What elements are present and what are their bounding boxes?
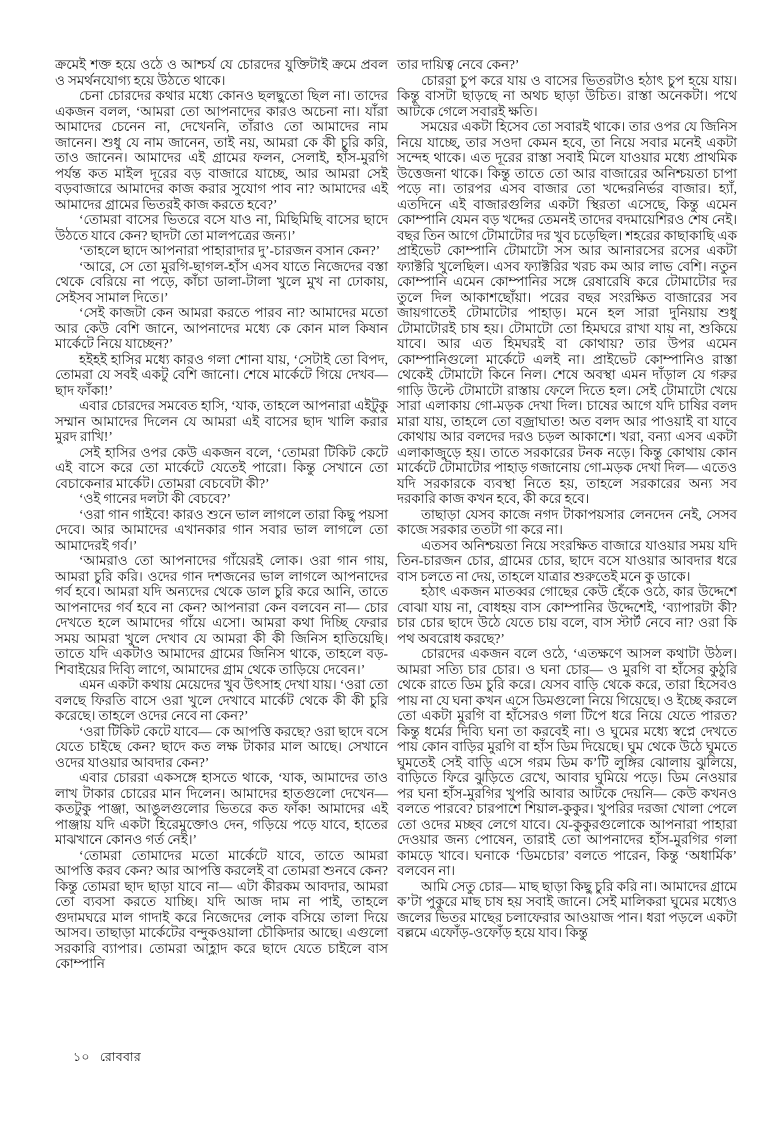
paragraph: ‘ওরা গান গাইবে! কারও শুনে ভাল লাগলে তারা কিছু পয়সা দেবে। আর আমাদের এখানকার গান সবার ভাল লাগলে তো আমাদেরই গর্ব।’ xyxy=(55,506,388,553)
text-columns xyxy=(55,57,737,972)
paragraph: ‘সেই কাজটা কেন আমরা করতে পারব না? আমাদের মতো আর কেউ বেশি জানে, আপনাদের মধ্যে কে কোন মাল কিষান মার্কেটে নিয়ে যাচ্ছেন?’ xyxy=(55,305,388,351)
paragraph: ‘ওই গানের দলটা কী বেচবে?’ xyxy=(79,491,232,506)
paragraph: ‘ওরা টিকিট কেটে যাবে— কে আপত্তি করছে? ওরা ছাদে বসে যেতে চাইছে কেন? ছাদে কত লক্ষ টাকার মাল আছে। সেখানে ওদের যাওয়ার আবদার কেন?’ xyxy=(55,723,388,770)
paragraph: ‘তাহলে ছাদে আপনারা পাহারাদার দু’-চারজন বসান কেন?’ xyxy=(79,243,381,258)
paragraph: ক্রমেই শক্ত হয়ে ওঠে ও আশ্চর্য যে চোরদের যুক্তিটাই ক্রমে প্রবল ও সমর্থনযোগ্য হয়ে উঠতে থাকে। xyxy=(55,57,388,88)
paragraph: তাছাড়া যেসব কাজে নগদ টাকাপয়সার লেনদেন নেই, সেসব কাজে সরকার ততটা গা করে না। xyxy=(397,506,737,537)
paragraph: এবার চোরদের সমবেত হাসি, ‘যাক, তাহলে আপনারা এইটুকু সম্মান আমাদের দিলেন যে আমরা এই বাসের ছাদ খালি করার মুরদ রাখি!’ xyxy=(55,398,388,444)
paragraph: চোরদের একজন বলে ওঠে, ‘এতক্ষণে আসল কথাটা উঠল। আমরা সত্যি চার চোর। ও ঘনা চোর— ও মুরগি বা হাঁসের কুঠুরি থেকে রাতে ডিম চুরি করে। যেসব বাড়ি থেকে করে, তারা হিসেবও পায় না যে ঘনা কখন এসে ডিমগুলো নিয়ে গিয়েছে। ও ইচ্ছে করলে তো একটা মুরগি বা হাঁসেরও গলা টিপে ধরে নিয়ে যেতে পারত? কিন্তু ধর্মের দিব্যি ঘনা তা করবেই না। ও ঘুমের মধ্যে স্বপ্নে দেখতে পায় কোন বাড়ির মুরগি বা হাঁস ডিম দিয়েছে। ঘুম থেকে উঠে ঘুমতে ঘুমতেই সেই বাড়ি এসে গরম ডিম ক’টি লুঙ্গির ঝোলায় ঝুলিয়ে, বাড়িতে ফিরে ঝুড়িতে রেখে, আবার ঘুমিয়ে পড়ে। ডিম নেওয়ার পর ঘনা হাঁস-মুরগির খুপরি আবার আটকে দেয়নি— কেউ কখনও বলতে পারবে? চারপাশে শিয়াল-কুকুর। খুপরির দরজা খোলা পেলে তো ওদের মচ্ছব লেগে যাবে। যে-কুকুরগুলোকে আপনারা পাহারা দেওয়ার জন্য পোষেন, তারাই তো আপনাদের হাঁস-মুরগির গলা কামড়ে খাবে। ঘনাকে ‘ডিমচোর’ বলতে পারেন, কিন্তু ‘অধার্মিক’ বলবেন না। xyxy=(397,646,737,878)
paragraph: এতসব অনিশ্চয়তা নিয়ে সংরক্ষিত বাজারে যাওয়ার সময় যদি তিন-চারজন চোর, গ্রামের চোর, ছাদে বসে যাওয়ার আবদার ধরে বাস চলতে না দেয়, তাহলে যাত্রার শুরুতেই মনে কু ডাকে। xyxy=(397,537,737,584)
paragraph: চেনা চোরদের কথার মধ্যে কোনও ছলছুতো ছিল না। তাদের একজন বলল, ‘আমরা তো আপনাদের কারও অচেনা না। যাঁরা আমাদের চেনেন না, দেখেননি, তাঁরাও তো আমাদের নাম জানেন। শুধু যে নাম জানেন, তাই নয়, আমরা কে কী চুরি করি, তাও জানেন। আমাদের এই গ্রামের ফলন, সেলাই, হাঁস-মুরগি পর্যন্ত কত মাইল দূরের বড় বাজারে যাচ্ছে, আর আমরা সেই বড়বাজারে আমাদের কাজ করার সুযোগ পাব না? আমাদের এই আমাদের গ্রামের ভিতরই কাজ করতে হবে?’ xyxy=(55,88,388,212)
paragraph: হঠাৎ একজন মাতব্বর গোছের কেউ হেঁকে ওঠে, কার উদ্দেশে বোঝা যায় না, বোধহয় বাস কোম্পানির উদ্দেশেই, ‘ব্যাপারটা কী? চার চোর ছাদে উঠে যেতে চায় বলে, বাস স্টার্ট নেবে না? ওরা কি পথ অবরোধ করছে?’ xyxy=(397,584,737,646)
paragraph: তার দায়িত্ব নেবে কেন?’ xyxy=(397,57,520,72)
page-number: ১০ xyxy=(73,1050,90,1064)
paragraph: সময়ের একটা হিসেব তো সবারই থাকে। তার ওপর যে জিনিস নিয়ে যাচ্ছে, তার সওদা কেমন হবে, তা নিয়ে সবার মনেই একটা সন্দেহ থাকে। এত দূরের রাস্তা সবাই মিলে যাওয়ার মধ্যে প্রাথমিক উত্তেজনা থাকে। কিন্তু তাতে তো আর বাজারের অনিশ্চয়তা চাপা পড়ে না। তারপর এসব বাজার তো খদ্দেরনির্ভর বাজার। হ্যাঁ, এতদিনে এই বাজারগুলির একটা স্থিরতা এসেছে, কিন্তু এমেন কোম্পানি যেমন বড় খদ্দের তেমনই তাদের বদমায়েশিরও শেষ নেই। বছর তিন আগে টোমাটোর দর খুব চড়েছিল। শহরের কাছাকাছি এক প্রাইভেট কোম্পানি টোমাটো সস আর আনারসের রসের একটা ফ্যাক্টরি খুলেছিল। এসব ফ্যাক্টরির খরচ কম আর লাভ বেশি। নতুন কোম্পানি এমেন কোম্পানির সঙ্গে রেষারেষি করে টোমাটোর দর তুলে দিল আকাশছোঁয়া। পরের বছর সংরক্ষিত বাজারের সব জায়গাতেই টোমাটোর পাহাড়। মনে হল সারা দুনিয়ায় শুধু টোমাটোরই চাষ হয়। টোমাটো তো হিমঘরে রাখা যায় না, শুকিয়ে যাবে। আর এত হিমঘরই বা কোথায়? তার উপর এমেন কোম্পানিগুলো মার্কেটে এলই না। প্রাইভেট কোম্পানিও রাস্তা থেকেই টোমাটো কিনে নিল। শেষে অবস্থা এমন দাঁড়াল যে গরুর গাড়ি উল্টে টোমাটো রাস্তায় ফেলে দিতে হল। সেই টোমাটো খেয়ে সারা এলাকায় গো-মড়ক দেখা দিল। চাষের আগে যদি চাষির বলদ মারা যায়, তাহলে তো বজ্রাঘাত! অত বলদ আর পাওয়াই বা যাবে কোথায় আর বলদের দরও চড়ল আকাশে। খরা, বন্যা এসব একটা এলাকাজুড়ে হয়। তাতে সরকারের টনক নড়ে। কিন্তু কোথায় কোন মার্কেটে টোমাটোর পাহাড় গজানোয় গো-মড়ক দেখা দিল— এতেও যদি সরকারকে ব্যবস্থা নিতে হয়, তাহলে সরকারের অন্য সব দরকারি কাজ কখন হবে, কী করে হবে। xyxy=(397,119,737,506)
publication-name: রোববার xyxy=(99,1050,142,1064)
paragraph: হইহই হাসির মধ্যে কারও গলা শোনা যায়, ‘সেটাই তো বিপদ, তোমরা যে সবই একটু বেশি জানো। শেষে মার্কেটে গিয়ে দেখব— ছাদ ফাঁকা!’ xyxy=(55,351,388,398)
paragraph: চোররা চুপ করে যায় ও বাসের ভিতরটাও হঠাৎ চুপ হয়ে যায়। কিন্তু বাসটা ছাড়ছে না অথচ ছাড়া উচিত। রাস্তা অনেকটা। পথে আটকে গেলে সবারই ক্ষতি। xyxy=(397,72,737,119)
paragraph: ‘তোমরা তোমাদের মতো মার্কেটে যাবে, তাতে আমরা আপত্তি করব কেন? আর আপত্তি করলেই বা তোমরা শুনবে কেন? কিন্তু তোমরা ছাদ ছাড়া যাবে না— এটা কীরকম আবদার, আমরা তো ব্যবসা করতে যাচ্ছি। যদি আজ দাম না পাই, তাহলে গুদামঘরে মাল গাদাই করে নিজেদের লোক বসিয়ে তালা দিয়ে আসব। তাছাড়া মার্কেটের বন্দুকওয়ালা চৌকিদার আছে। এগুলো সরকারি ব্যাপার। তোমরা আহ্লাদ করে ছাদে যেতে চাইলে বাস কোম্পানি xyxy=(55,847,388,971)
paragraph: আমি সেতু চোর— মাছ ছাড়া কিছু চুরি করি না। আমাদের গ্রামে ক’টা পুকুরে মাছ চাষ হয় সবাই জানে। সেই মালিকরা ঘুমের মধ্যেও জলের ভিতর মাছের চলাফেরার আওয়াজ পান। ধরা পড়লে একটা বল্লমে এফোঁড়-ওফোঁড় হয়ে যাব। কিন্তু xyxy=(397,878,737,940)
paragraph: ‘তোমরা বাসের ভিতরে বসে যাও না, মিছিমিছি বাসের ছাদে উঠতে যাবে কেন? ছাদটা তো মালপত্রের জন্য।’ xyxy=(55,212,388,243)
paragraph: সেই হাসির ওপর কেউ একজন বলে, ‘তোমরা টিকিট কেটে এই বাসে করে তো মার্কেটে যেতেই পারো। কিন্তু সেখানে তো বেচাকেনার মার্কেট। তোমরা বেচবেটা কী?’ xyxy=(55,444,388,491)
page-footer xyxy=(73,1049,141,1069)
paragraph: এবার চোররা একসঙ্গে হাসতে থাকে, ‘যাক, আমাদের তাও লাখ টাকার চোরের মান দিলেন। আমাদের হাতগুলো দেখেন— কতটুকু পাঞ্জা, আঙুলগুলোর ভিতরে কত ফাঁক! আমাদের এই পাঞ্জায় যদি একটা হিরেমুক্তোও দেন, গড়িয়ে পড়ে যাবে, হাতের মাঝখানে কোনও গর্ত নেই।’ xyxy=(55,770,388,847)
column-right xyxy=(397,57,737,972)
paragraph: এমন একটা কথায় মেয়েদের খুব উৎসাহ দেখা যায়। ‘ওরা তো বলছে ফিরতি বাসে ওরা খুলে দেখাবে মার্কেট থেকে কী কী চুরি করেছে। তাহলে ওদের নেবে না কেন?’ xyxy=(55,677,388,723)
column-left xyxy=(55,57,388,972)
paragraph: ‘আরে, সে তো মুরগি-ছাগল-হাঁস এসব যাতে নিজেদের বস্তা থেকে বেরিয়ে না পড়ে, কাঁচা ডালা-টালা খুলে মুখ না ঢোকায়, সেইসব সামাল দিতে।’ xyxy=(55,258,388,305)
paragraph: ‘আমরাও তো আপনাদের গাঁয়েরই লোক। ওরা গান গায়, আমরা চুরি করি। ওদের গান দশজনের ভাল লাগলে আপনাদের গর্ব হবে। আমরা যদি অন্যদের থেকে ডাল চুরি করে আনি, তাতে আপনাদের গর্ব হবে না কেন? আপনারা কেন বলবেন না— চোর দেখতে হলে আমাদের গাঁয়ে এসো। আমরা কথা দিচ্ছি ফেরার সময় আমরা খুলে দেখাব যে আমরা কী কী জিনিস হাতিয়েছি। তাতে যদি একটাও আমাদের গ্রামের জিনিস থাকে, তাহলে বড়-শিবাইয়ের দিব্যি লাগে, আমাদের গ্রাম থেকে তাড়িয়ে দেবেন।’ xyxy=(55,553,388,677)
